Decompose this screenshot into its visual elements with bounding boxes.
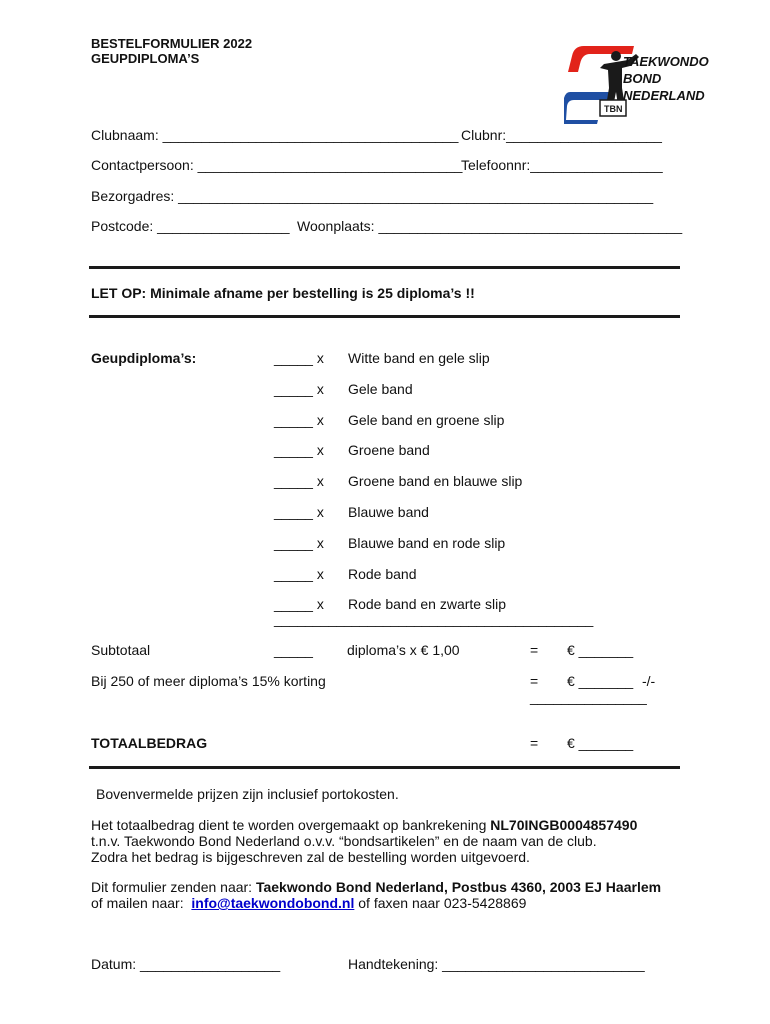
datum-field[interactable]: Datum: __________________ <box>91 956 281 972</box>
diploma-sum-line: _________________________________________ <box>274 611 594 627</box>
logo-text-line1: TAEKWONDO <box>623 54 709 69</box>
totaalbedrag-label: TOTAALBEDRAG <box>91 735 208 751</box>
diploma-item-label: Groene band en blauwe slip <box>348 473 523 489</box>
handtekening-field[interactable]: Handtekening: __________________________ <box>348 956 645 972</box>
payment-line-3: Zodra het bedrag is bijgeschreven zal de bestelling worden uitgevoerd. <box>91 849 530 865</box>
mail-prefix-text: of mailen naar: <box>91 895 192 911</box>
iban-number: NL70INGB0004857490 <box>490 817 638 833</box>
payment-line-1 <box>91 817 637 833</box>
send-to-text: Dit formulier zenden naar: <box>91 879 256 895</box>
telefoonnr-field[interactable]: Telefoonnr:_________________ <box>461 157 663 173</box>
bezorgadres-field[interactable]: Bezorgadres: _____________________________________________________________ <box>91 188 654 204</box>
diploma-qty-field[interactable]: _____ x <box>274 596 324 612</box>
woonplaats-field[interactable]: Woonplaats: _______________________________________ <box>297 218 683 234</box>
diploma-item-label: Gele band en groene slip <box>348 412 505 428</box>
subtotaal-price-text: diploma’s x € 1,00 <box>347 642 460 658</box>
totaalbedrag-amount-field[interactable]: € _______ <box>567 735 634 751</box>
diploma-qty-field[interactable]: _____ x <box>274 350 324 366</box>
contactpersoon-field[interactable]: Contactpersoon: __________________________________ <box>91 157 463 173</box>
diploma-item-label: Groene band <box>348 442 430 458</box>
korting-minus-sign: -/- <box>642 673 656 689</box>
totaalbedrag-equals: = <box>530 735 539 751</box>
diploma-qty-field[interactable]: _____ x <box>274 473 324 489</box>
diploma-qty-field[interactable]: _____ x <box>274 566 324 582</box>
subtotaal-qty-field[interactable]: _____ <box>274 642 313 658</box>
divider-totals <box>89 766 680 769</box>
diploma-item-label: Gele band <box>348 381 413 397</box>
form-subtitle: GEUPDIPLOMA’S <box>91 51 200 66</box>
postcode-field[interactable]: Postcode: _________________ <box>91 218 290 234</box>
send-to-address: Taekwondo Bond Nederland, Postbus 4360, 2003 EJ Haarlem <box>255 879 662 895</box>
taekwondo-bond-logo <box>555 24 725 114</box>
divider-bottom <box>89 315 680 318</box>
diploma-item-label: Witte band en gele slip <box>348 350 490 366</box>
diploma-qty-field[interactable]: _____ x <box>274 412 324 428</box>
clubnaam-field[interactable]: Clubnaam: ______________________________________ <box>91 127 459 143</box>
subtotaal-amount-field[interactable]: € _______ <box>567 642 634 658</box>
form-title: BESTELFORMULIER 2022 <box>91 36 253 51</box>
send-to-line <box>91 879 661 895</box>
fax-text: of faxen naar 023-5428869 <box>354 895 527 911</box>
diploma-qty-field[interactable]: _____ x <box>274 504 324 520</box>
payment-line-2: t.n.v. Taekwondo Bond Nederland o.v.v. “bondsartikelen” en de naam van de club. <box>91 833 597 849</box>
mail-line <box>91 895 526 911</box>
diploma-item-label: Blauwe band <box>348 504 429 520</box>
prices-note: Bovenvermelde prijzen zijn inclusief portokosten. <box>96 786 399 802</box>
logo-text-line3: NEDERLAND <box>623 88 705 103</box>
diploma-qty-field[interactable]: _____ x <box>274 381 324 397</box>
diploma-item-label: Blauwe band en rode slip <box>348 535 506 551</box>
diploma-qty-field[interactable]: _____ x <box>274 442 324 458</box>
korting-equals: = <box>530 673 539 689</box>
payment-text: Het totaalbedrag dient te worden overgemaakt op bankrekening <box>91 817 491 833</box>
diploma-item-label: Rode band en zwarte slip <box>348 596 506 612</box>
subtotaal-label: Subtotaal <box>91 642 151 658</box>
diploma-item-label: Rode band <box>348 566 417 582</box>
diplomas-heading: Geupdiploma’s: <box>91 350 197 366</box>
diploma-qty-field[interactable]: _____ x <box>274 535 324 551</box>
divider-top <box>89 266 680 269</box>
korting-amount-field[interactable]: € _______ <box>567 673 634 689</box>
minimum-order-notice: LET OP: Minimale afname per bestelling is 25 diploma’s !! <box>91 285 475 301</box>
korting-label: Bij 250 of meer diploma’s 15% korting <box>91 673 326 689</box>
email-link[interactable]: info@taekwondobond.nl <box>191 895 355 911</box>
subtotaal-equals: = <box>530 642 539 658</box>
korting-sum-line: _______________ <box>530 689 647 705</box>
logo-text-line2: BOND <box>623 71 662 86</box>
svg-text:TBN: TBN <box>603 104 623 114</box>
clubnr-field[interactable]: Clubnr:____________________ <box>461 127 662 143</box>
